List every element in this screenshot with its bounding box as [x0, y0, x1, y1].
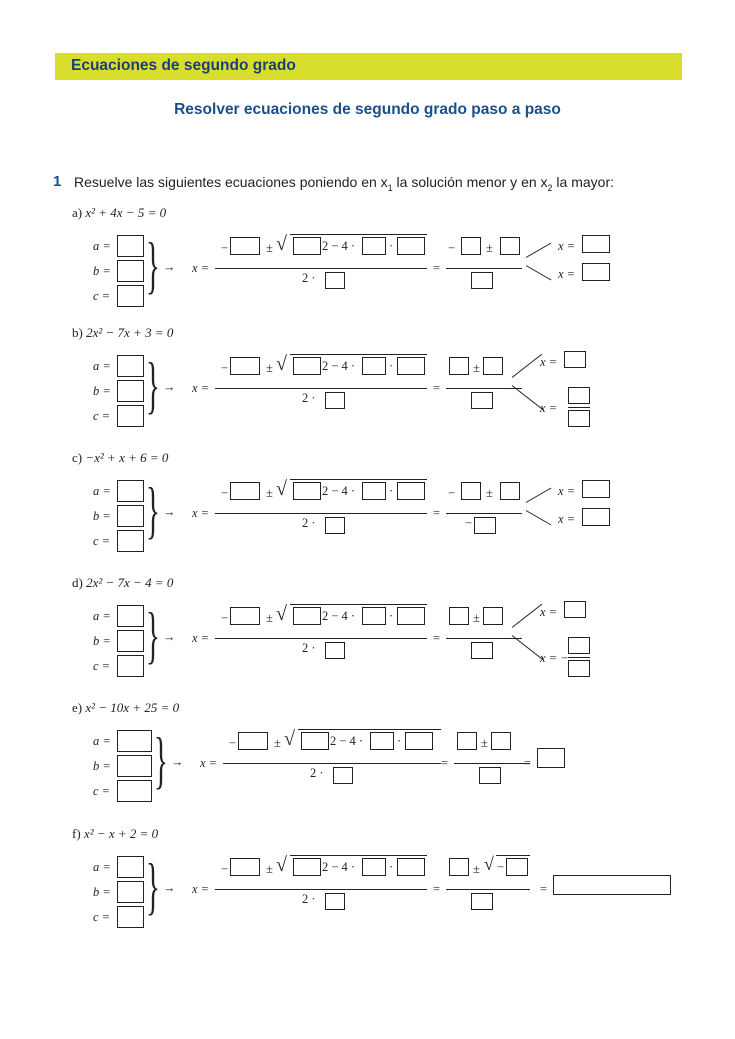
x1-solution-box[interactable]	[582, 235, 610, 253]
simplified-b-box[interactable]	[457, 732, 477, 750]
simplified-den-box[interactable]	[471, 272, 493, 289]
equals-sign: =	[433, 381, 441, 395]
sqrt-bar	[298, 729, 441, 730]
minus-sign: −	[221, 241, 229, 255]
equals-sign: =	[433, 631, 441, 645]
sqrt-c-box[interactable]	[397, 237, 425, 255]
equation-text: 2x² − 7x − 4 = 0	[86, 575, 174, 590]
simplified-bar	[446, 268, 522, 269]
coef-b-box[interactable]	[117, 260, 144, 282]
coef-c-box[interactable]	[117, 780, 152, 802]
branch-up-line	[526, 243, 552, 258]
banner-title: Ecuaciones de segundo grado	[71, 57, 296, 74]
brace: }	[146, 349, 160, 420]
coef-b-label: b =	[93, 759, 111, 773]
sqrt-b-box[interactable]	[293, 482, 321, 500]
coef-a-box[interactable]	[117, 480, 144, 502]
brace: }	[146, 474, 160, 545]
simplified-pm: ±	[486, 241, 493, 255]
x1-solution-box[interactable]	[582, 480, 610, 498]
final-equals: =	[540, 882, 548, 896]
coef-b-box[interactable]	[117, 881, 144, 903]
simplified-den-box[interactable]	[471, 392, 493, 409]
denominator-a-box[interactable]	[333, 767, 353, 784]
simplified-bar	[446, 889, 530, 890]
coef-b-box[interactable]	[117, 505, 144, 527]
exercise-prompt: Resuelve las siguientes ecuaciones poniendo en $x_1$ la solución menor y en $x_2$ la mayor:	[74, 174, 615, 193]
plus-minus: ±	[266, 486, 273, 500]
equation-2-title	[72, 325, 173, 341]
arrow: →	[163, 505, 176, 519]
brace: }	[146, 599, 160, 670]
simplified-radicand-box[interactable]	[506, 858, 528, 876]
coef-a-label: a =	[93, 484, 111, 498]
coef-b-box[interactable]	[117, 755, 152, 777]
equals-sign: =	[433, 506, 441, 520]
branch-down-line	[526, 510, 552, 525]
simplified-bar	[446, 513, 522, 514]
equation-text: x² − x + 2 = 0	[83, 826, 159, 841]
equation-3-title	[72, 450, 168, 466]
simplified-sqrt-minus: −	[497, 860, 505, 874]
denominator-a-box[interactable]	[325, 517, 345, 534]
sqrt-a-box[interactable]	[362, 237, 386, 255]
numerator-b-box[interactable]	[230, 357, 260, 375]
coef-c-label: c =	[93, 784, 111, 798]
coef-b-label: b =	[93, 384, 111, 398]
coef-a-box[interactable]	[117, 730, 152, 752]
sqrt-minus-4: 2 − 4 ·	[322, 239, 356, 253]
simplified-pm: ±	[473, 862, 480, 876]
sqrt-minus-4: 2 − 4 ·	[322, 484, 356, 498]
coef-c-label: c =	[93, 910, 111, 924]
sqrt-bar	[290, 855, 427, 856]
denominator-a-box[interactable]	[325, 272, 345, 289]
simplified-root-box[interactable]	[491, 732, 511, 750]
x2-solution-box[interactable]	[582, 508, 610, 526]
simplified-b-box[interactable]	[449, 607, 469, 625]
equation-letter: e)	[72, 700, 86, 715]
minus-sign: −	[221, 862, 229, 876]
x-equals: x =	[192, 882, 210, 896]
simplified-bar	[446, 388, 522, 389]
equation-5-title	[72, 700, 179, 716]
equals-sign: =	[441, 756, 449, 770]
simplified-pm: ±	[473, 361, 480, 375]
dot-sign: ·	[397, 734, 402, 748]
x1-solution-box[interactable]	[564, 601, 586, 618]
coef-b-label: b =	[93, 264, 111, 278]
denominator-a-box[interactable]	[325, 893, 345, 910]
denominator-two: 2 ·	[302, 271, 316, 285]
sqrt-bar	[290, 234, 427, 235]
arrow: →	[163, 380, 176, 394]
sqrt-c-box[interactable]	[397, 607, 425, 625]
simplified-root-box[interactable]	[500, 482, 520, 500]
coef-a-label: a =	[93, 860, 111, 874]
coef-a-label: a =	[93, 609, 111, 623]
coef-c-box[interactable]	[117, 530, 144, 552]
fraction-bar	[215, 513, 427, 514]
dot-sign: ·	[389, 239, 394, 253]
denominator-minus: −	[465, 516, 473, 530]
equation-letter: c)	[72, 450, 86, 465]
branch-down-line	[512, 385, 544, 410]
brace: }	[146, 850, 160, 921]
sqrt-sign: √	[276, 603, 287, 625]
numerator-b-box[interactable]	[230, 607, 260, 625]
arrow: →	[163, 630, 176, 644]
sqrt-bar	[290, 604, 427, 605]
simplified-den-box[interactable]	[471, 642, 493, 659]
x2-fraction-bar	[568, 657, 590, 658]
x2-solution-box[interactable]	[582, 263, 610, 281]
fraction-bar	[223, 763, 441, 764]
sqrt-minus-4: 2 − 4 ·	[330, 734, 364, 748]
x-equals: x =	[192, 261, 210, 275]
x-equals: x =	[192, 631, 210, 645]
sqrt-a-box[interactable]	[362, 482, 386, 500]
sqrt-sign: √	[276, 478, 287, 500]
x2-label: x =	[540, 401, 558, 415]
simplified-root-box[interactable]	[500, 237, 520, 255]
equation-4-title	[72, 575, 173, 591]
simplified-root-box[interactable]	[483, 357, 503, 375]
denominator-two: 2 ·	[302, 391, 316, 405]
coef-c-label: c =	[93, 289, 111, 303]
final-solution-box[interactable]	[553, 875, 671, 895]
brace: }	[146, 229, 160, 300]
coef-a-label: a =	[93, 734, 111, 748]
denominator-a-box[interactable]	[325, 642, 345, 659]
minus-sign: −	[221, 486, 229, 500]
simplified-den-box[interactable]	[471, 893, 493, 910]
numerator-b-box[interactable]	[238, 732, 268, 750]
dot-sign: ·	[389, 484, 394, 498]
equation-letter: b)	[72, 325, 87, 340]
plus-minus: ±	[266, 862, 273, 876]
equation-text: x² − 10x + 25 = 0	[85, 700, 180, 715]
branch-up-line	[526, 488, 552, 503]
equation-letter: f)	[72, 826, 84, 841]
coef-a-label: a =	[93, 239, 111, 253]
arrow: →	[163, 881, 176, 895]
numerator-b-box[interactable]	[230, 858, 260, 876]
sqrt-b-box[interactable]	[293, 357, 321, 375]
sqrt-c-box[interactable]	[397, 858, 425, 876]
coef-c-box[interactable]	[117, 655, 144, 677]
numerator-b-box[interactable]	[230, 482, 260, 500]
equation-text: −x² + x + 6 = 0	[85, 450, 169, 465]
simplified-root-box[interactable]	[483, 607, 503, 625]
sqrt-c-box[interactable]	[397, 357, 425, 375]
simplified-den-box[interactable]	[479, 767, 501, 784]
denominator-two: 2 ·	[302, 892, 316, 906]
minus-sign: −	[229, 736, 237, 750]
equation-letter: d)	[72, 575, 87, 590]
sqrt-c-box[interactable]	[405, 732, 433, 750]
sqrt-bar	[290, 479, 427, 480]
dot-sign: ·	[389, 609, 394, 623]
denominator-a-box[interactable]	[325, 392, 345, 409]
denominator-two: 2 ·	[302, 516, 316, 530]
sqrt-minus-4: 2 − 4 ·	[322, 860, 356, 874]
x1-label: x =	[540, 355, 558, 369]
final-equals: =	[524, 756, 532, 770]
sqrt-b-box[interactable]	[293, 237, 321, 255]
fraction-bar	[215, 388, 427, 389]
numerator-b-box[interactable]	[230, 237, 260, 255]
final-solution-box[interactable]	[537, 748, 565, 768]
simplified-minus: −	[448, 486, 456, 500]
simplified-b-box[interactable]	[449, 357, 469, 375]
x-equals: x =	[192, 381, 210, 395]
simplified-b-box[interactable]	[461, 482, 481, 500]
minus-sign: −	[221, 611, 229, 625]
denominator-two: 2 ·	[302, 641, 316, 655]
dot-sign: ·	[389, 860, 394, 874]
sqrt-c-box[interactable]	[397, 482, 425, 500]
fraction-bar	[215, 268, 427, 269]
x2-num-box[interactable]	[568, 387, 590, 404]
sqrt-sign: √	[276, 353, 287, 375]
arrow: →	[163, 260, 176, 274]
coef-c-box[interactable]	[117, 906, 144, 928]
branch-down-line	[512, 635, 544, 660]
sqrt-sign: √	[276, 854, 287, 876]
simplified-pm: ±	[473, 611, 480, 625]
x1-label: x =	[558, 484, 576, 498]
sqrt-sign: √	[284, 728, 295, 750]
arrow: →	[171, 755, 184, 769]
simplified-pm: ±	[486, 486, 493, 500]
simplified-sqrt-bar	[496, 855, 530, 856]
x2-label: x =	[558, 512, 576, 526]
sqrt-minus-4: 2 − 4 ·	[322, 609, 356, 623]
equals-sign: =	[433, 882, 441, 896]
plus-minus: ±	[266, 361, 273, 375]
x2-label: x =	[558, 267, 576, 281]
simplified-b-box[interactable]	[461, 237, 481, 255]
sqrt-minus-4: 2 − 4 ·	[322, 359, 356, 373]
coef-b-box[interactable]	[117, 630, 144, 652]
x-equals: x =	[192, 506, 210, 520]
page-subtitle: Resolver ecuaciones de segundo grado paso a paso	[174, 101, 561, 118]
equation-text: x² + 4x − 5 = 0	[85, 205, 167, 220]
coef-a-box[interactable]	[117, 355, 144, 377]
coef-a-box[interactable]	[117, 605, 144, 627]
x-equals: x =	[200, 756, 218, 770]
sqrt-b-box[interactable]	[301, 732, 329, 750]
coef-c-box[interactable]	[117, 405, 144, 427]
simplified-bar	[446, 638, 522, 639]
coef-c-box[interactable]	[117, 285, 144, 307]
sqrt-bar	[290, 354, 427, 355]
coef-b-label: b =	[93, 509, 111, 523]
equals-sign: =	[433, 261, 441, 275]
simplified-pm: ±	[481, 736, 488, 750]
x2-den-box[interactable]	[568, 410, 590, 427]
simplified-sqrt: √	[484, 854, 494, 874]
title-banner	[55, 53, 682, 80]
simplified-den-box[interactable]	[474, 517, 496, 534]
sqrt-sign: √	[276, 233, 287, 255]
coef-b-label: b =	[93, 634, 111, 648]
branch-down-line	[526, 265, 552, 280]
simplified-minus: −	[448, 241, 456, 255]
sqrt-a-box[interactable]	[362, 607, 386, 625]
sqrt-a-box[interactable]	[362, 858, 386, 876]
coef-c-label: c =	[93, 409, 111, 423]
equation-letter: a)	[72, 205, 86, 220]
x2-label: x =	[540, 651, 558, 665]
simplified-b-box[interactable]	[449, 858, 469, 876]
sqrt-a-box[interactable]	[370, 732, 394, 750]
coef-a-box[interactable]	[117, 235, 144, 257]
brace: }	[154, 724, 168, 795]
exercise-number: 1	[53, 173, 62, 190]
x1-label: x =	[540, 605, 558, 619]
equation-1-title	[72, 205, 166, 221]
plus-minus: ±	[266, 241, 273, 255]
x2-minus: −	[561, 651, 569, 665]
coef-a-label: a =	[93, 359, 111, 373]
simplified-bar	[454, 763, 530, 764]
dot-sign: ·	[389, 359, 394, 373]
coef-c-label: c =	[93, 659, 111, 673]
equation-text: 2x² − 7x + 3 = 0	[86, 325, 174, 340]
coef-a-box[interactable]	[117, 856, 144, 878]
minus-sign: −	[221, 361, 229, 375]
sqrt-b-box[interactable]	[293, 607, 321, 625]
x2-den-box[interactable]	[568, 660, 590, 677]
sqrt-b-box[interactable]	[293, 858, 321, 876]
sqrt-a-box[interactable]	[362, 357, 386, 375]
branch-up-line	[512, 354, 543, 378]
x2-num-box[interactable]	[568, 637, 590, 654]
plus-minus: ±	[274, 736, 281, 750]
plus-minus: ±	[266, 611, 273, 625]
fraction-bar	[215, 889, 427, 890]
fraction-bar	[215, 638, 427, 639]
equation-6-title	[72, 826, 158, 842]
coef-c-label: c =	[93, 534, 111, 548]
branch-up-line	[512, 604, 543, 628]
x2-fraction-bar	[568, 407, 590, 408]
x1-label: x =	[558, 239, 576, 253]
x1-solution-box[interactable]	[564, 351, 586, 368]
denominator-two: 2 ·	[310, 766, 324, 780]
coef-b-label: b =	[93, 885, 111, 899]
coef-b-box[interactable]	[117, 380, 144, 402]
